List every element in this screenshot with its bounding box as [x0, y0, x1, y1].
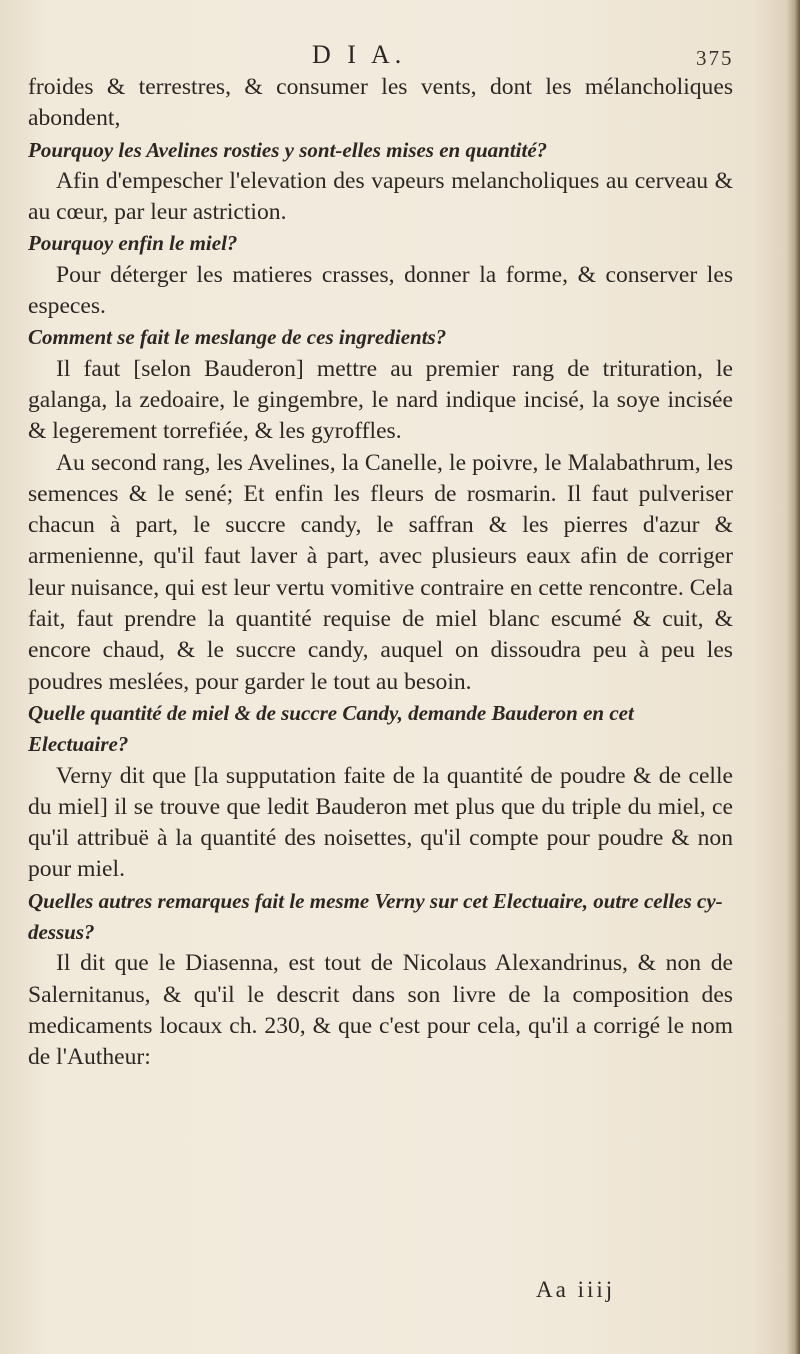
- page-edge-shadow: [786, 0, 800, 1354]
- running-head: D I A.: [312, 40, 407, 69]
- page-header: [0, 40, 800, 74]
- question-heading: Quelle quantité de miel & de succre Candy, demande Bauderon en cet Electuaire?: [28, 700, 634, 757]
- body-text: [28, 72, 733, 1074]
- answer-paragraph: Pour déterger les matieres crasses, donner la forme, & conserver les especes.: [28, 261, 733, 320]
- signature-mark: Aa iiij: [536, 1277, 616, 1302]
- question-heading: Comment se fait le meslange de ces ingredients?: [28, 325, 447, 350]
- question-heading: Quelles autres remarques fait le mesme Verny sur cet Electuaire, outre celles cy-dessus?: [28, 888, 723, 945]
- answer-paragraph: Au second rang, les Avelines, la Canelle, le poivre, le Malabathrum, les semences & le sené; Et enfin les fleurs de rosmarin. Il faut pulveriser chacun à part, le succre candy, le saffran & les pierres d'azur & armenienne, qu'il faut laver à part, avec plusieurs eaux afin de corriger leur nuisance, qui est leur vertu vomitive contraire en cette rencontre. Cela fait, faut prendre la quantité requise de miel blanc escumé & cuit, & encore chaud, & le succre candy, auquel on dissoudra peu à peu les poudres meslées, pour garder le tout au besoin.: [28, 449, 733, 695]
- answer-paragraph: froides & terrestres, & consumer les vents, dont les mélancholiques abondent,: [28, 74, 733, 132]
- page-number: 375: [696, 46, 734, 70]
- answer-paragraph: Il dit que le Diasenna, est tout de Nicolaus Alexandrinus, & non de Salernitanus, & qu'il le descrit dans son livre de la composition des medicaments locaux ch. 230, & que c'est pour cela, qu'il a corrigé le nom de l'Autheur:: [28, 950, 733, 1071]
- answer-paragraph: Verny dit que [la supputation faite de la quantité de poudre & de celle du miel] il se trouve que ledit Bauderon met plus que du triple du miel, ce qu'il attribuë à la quantité des noisettes, qu'il compte pour poudre & non pour miel.: [28, 762, 733, 883]
- question-heading: Pourquoy enfin le miel?: [28, 231, 238, 256]
- answer-paragraph: Il faut [selon Bauderon] mettre au premier rang de trituration, le galanga, la zedoaire, le gingembre, le nard indique incisé, la soye incisée & legerement torrefiée, & les gyroffles.: [28, 355, 733, 445]
- question-heading: Pourquoy les Avelines rosties y sont-elles mises en quantité?: [28, 137, 548, 162]
- answer-paragraph: Afin d'empescher l'elevation des vapeurs melancholiques au cerveau & au cœur, par leur astriction.: [28, 167, 733, 226]
